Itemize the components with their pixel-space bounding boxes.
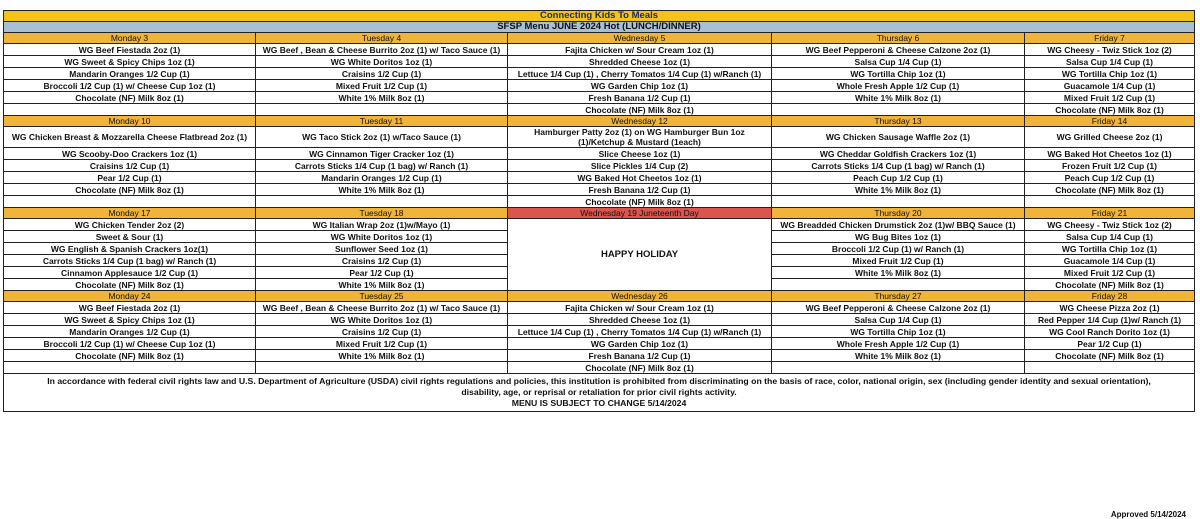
day-header: Wednesday 26 <box>508 291 772 302</box>
menu-item: Mixed Fruit 1/2 Cup (1) <box>256 338 508 350</box>
menu-item: Frozen Fruit 1/2 Cup (1) <box>1025 160 1195 172</box>
menu-item: Craisins 1/2 Cup (1) <box>256 68 508 80</box>
menu-row <box>4 44 1195 56</box>
menu-item <box>256 196 508 208</box>
menu-item: Chocolate (NF) Milk 8oz (1) <box>508 104 772 116</box>
day-header-row <box>4 291 1195 302</box>
menu-item <box>772 196 1025 208</box>
menu-item: WG Cheddar Goldfish Crackers 1oz (1) <box>772 148 1025 160</box>
menu-item: Salsa Cup 1/4 Cup (1) <box>1025 231 1195 243</box>
menu-item: White 1% Milk 8oz (1) <box>256 279 508 291</box>
menu-item: WG Tortilla Chip 1oz (1) <box>772 68 1025 80</box>
menu-change-notice: MENU IS SUBJECT TO CHANGE 5/14/2024 <box>511 398 687 408</box>
menu-item <box>772 104 1025 116</box>
menu-item: Whole Fresh Apple 1/2 Cup (1) <box>772 338 1025 350</box>
menu-row <box>4 80 1195 92</box>
day-header: Thursday 6 <box>772 33 1025 44</box>
menu-item: Mixed Fruit 1/2 Cup (1) <box>1025 92 1195 104</box>
menu-item: Pear 1/2 Cup (1) <box>1025 338 1195 350</box>
menu-row <box>4 92 1195 104</box>
menu-item: Chocolate (NF) Milk 8oz (1) <box>1025 350 1195 362</box>
menu-item: Chocolate (NF) Milk 8oz (1) <box>4 92 256 104</box>
footer-notice <box>4 374 1195 412</box>
menu-item <box>1025 196 1195 208</box>
menu-item: WG Chicken Sausage Waffle 2oz (1) <box>772 127 1025 148</box>
menu-item: Fresh Banana 1/2 Cup (1) <box>508 350 772 362</box>
menu-item: Fresh Banana 1/2 Cup (1) <box>508 184 772 196</box>
menu-row <box>4 56 1195 68</box>
menu-item: White 1% Milk 8oz (1) <box>772 350 1025 362</box>
menu-item: Sunflower Seed 1oz (1) <box>256 243 508 255</box>
menu-item: WG Cheesy - Twiz Stick 1oz (2) <box>1025 44 1195 56</box>
menu-item: Craisins 1/2 Cup (1) <box>4 160 256 172</box>
menu-item: Salsa Cup 1/4 Cup (1) <box>772 56 1025 68</box>
menu-item: WG Baked Hot Cheetos 1oz (1) <box>508 172 772 184</box>
menu-item: WG Garden Chip 1oz (1) <box>508 80 772 92</box>
menu-sheet <box>3 10 1194 412</box>
day-header: Friday 7 <box>1025 33 1195 44</box>
day-header: Tuesday 4 <box>256 33 508 44</box>
menu-item <box>772 279 1025 291</box>
menu-item: WG Sweet & Spicy Chips 1oz (1) <box>4 56 256 68</box>
menu-row <box>4 127 1195 148</box>
menu-item: Slice Cheese 1oz (1) <box>508 148 772 160</box>
menu-item: Cinnamon Applesauce 1/2 Cup (1) <box>4 267 256 279</box>
holiday-message: HAPPY HOLIDAY <box>508 219 772 291</box>
menu-item: WG Grilled Cheese 2oz (1) <box>1025 127 1195 148</box>
menu-item: WG Tortilla Chip 1oz (1) <box>1025 68 1195 80</box>
menu-item: Carrots Sticks 1/4 Cup (1 bag) w/ Ranch (1) <box>4 255 256 267</box>
menu-item: WG English & Spanish Crackers 1oz(1) <box>4 243 256 255</box>
menu-item <box>1025 362 1195 374</box>
menu-row <box>4 350 1195 362</box>
menu-item: WG Beef , Bean & Cheese Burrito 2oz (1) w/ Taco Sauce (1) <box>256 302 508 314</box>
menu-item: White 1% Milk 8oz (1) <box>256 350 508 362</box>
menu-item: Slice Pickles 1/4 Cup (2) <box>508 160 772 172</box>
menu-table <box>3 10 1195 412</box>
day-header: Wednesday 5 <box>508 33 772 44</box>
menu-item: WG Baked Hot Cheetos 1oz (1) <box>1025 148 1195 160</box>
menu-item <box>4 104 256 116</box>
menu-item: Broccoli 1/2 Cup (1) w/ Cheese Cup 1oz (1) <box>4 80 256 92</box>
menu-item: Mandarin Oranges 1/2 Cup (1) <box>256 172 508 184</box>
menu-item: Craisins 1/2 Cup (1) <box>256 255 508 267</box>
menu-row <box>4 219 1195 231</box>
menu-item: Mixed Fruit 1/2 Cup (1) <box>256 80 508 92</box>
menu-item: WG Bug Bites 1oz (1) <box>772 231 1025 243</box>
menu-row <box>4 338 1195 350</box>
menu-item: WG Tortilla Chip 1oz (1) <box>772 326 1025 338</box>
menu-item: Craisins 1/2 Cup (1) <box>256 326 508 338</box>
menu-item: Lettuce 1/4 Cup (1) , Cherry Tomatos 1/4 Cup (1) w/Ranch (1) <box>508 326 772 338</box>
menu-item: WG Garden Chip 1oz (1) <box>508 338 772 350</box>
day-header: Monday 17 <box>4 208 256 219</box>
menu-item: WG Beef , Bean & Cheese Burrito 2oz (1) w/ Taco Sauce (1) <box>256 44 508 56</box>
day-header-row <box>4 33 1195 44</box>
menu-row <box>4 314 1195 326</box>
menu-item: WG Sweet & Spicy Chips 1oz (1) <box>4 314 256 326</box>
menu-item: WG Cool Ranch Dorito 1oz (1) <box>1025 326 1195 338</box>
menu-row <box>4 68 1195 80</box>
menu-row <box>4 196 1195 208</box>
menu-row <box>4 148 1195 160</box>
day-header: Wednesday 19 Juneteenth Day <box>508 208 772 219</box>
menu-row <box>4 326 1195 338</box>
menu-item: Lettuce 1/4 Cup (1) , Cherry Tomatos 1/4 Cup (1) w/Ranch (1) <box>508 68 772 80</box>
menu-item: Mixed Fruit 1/2 Cup (1) <box>1025 267 1195 279</box>
menu-item: WG White Doritos 1oz (1) <box>256 314 508 326</box>
menu-item <box>4 362 256 374</box>
day-header: Monday 10 <box>4 116 256 127</box>
menu-item: Salsa Cup 1/4 Cup (1) <box>1025 56 1195 68</box>
day-header: Monday 24 <box>4 291 256 302</box>
menu-item: Mandarin Oranges 1/2 Cup (1) <box>4 68 256 80</box>
menu-item: WG Cheese Pizza 2oz (1) <box>1025 302 1195 314</box>
menu-item: White 1% Milk 8oz (1) <box>772 184 1025 196</box>
menu-item: Pear 1/2 Cup (1) <box>256 267 508 279</box>
menu-item <box>4 196 256 208</box>
day-header: Tuesday 18 <box>256 208 508 219</box>
menu-item: WG White Doritos 1oz (1) <box>256 56 508 68</box>
day-header-row <box>4 116 1195 127</box>
menu-item: WG Taco Stick 2oz (1) w/Taco Sauce (1) <box>256 127 508 148</box>
day-header: Tuesday 11 <box>256 116 508 127</box>
menu-item <box>772 362 1025 374</box>
menu-item: Chocolate (NF) Milk 8oz (1) <box>508 196 772 208</box>
menu-item: Guacamole 1/4 Cup (1) <box>1025 80 1195 92</box>
menu-row <box>4 160 1195 172</box>
menu-item: WG Tortilla Chip 1oz (1) <box>1025 243 1195 255</box>
menu-item: WG Chicken Tender 2oz (2) <box>4 219 256 231</box>
day-header: Friday 14 <box>1025 116 1195 127</box>
menu-item: Broccoli 1/2 Cup (1) w/ Cheese Cup 1oz (1) <box>4 338 256 350</box>
day-header: Thursday 27 <box>772 291 1025 302</box>
menu-item: Peach Cup 1/2 Cup (1) <box>772 172 1025 184</box>
day-header: Friday 21 <box>1025 208 1195 219</box>
menu-item: Sweet & Sour (1) <box>4 231 256 243</box>
menu-row <box>4 104 1195 116</box>
menu-item: White 1% Milk 8oz (1) <box>256 184 508 196</box>
menu-item: WG Cinnamon Tiger Cracker 1oz (1) <box>256 148 508 160</box>
menu-item: WG Beef Pepperoni & Cheese Calzone 2oz (1) <box>772 302 1025 314</box>
day-header: Friday 28 <box>1025 291 1195 302</box>
menu-item: WG Cheesy - Twiz Stick 1oz (2) <box>1025 219 1195 231</box>
menu-item: Mixed Fruit 1/2 Cup (1) <box>772 255 1025 267</box>
menu-item: Salsa Cup 1/4 Cup (1) <box>772 314 1025 326</box>
menu-title: Connecting Kids To Meals <box>4 11 1195 22</box>
menu-item: WG Chicken Breast & Mozzarella Cheese Flatbread 2oz (1) <box>4 127 256 148</box>
day-header: Tuesday 25 <box>256 291 508 302</box>
menu-item: White 1% Milk 8oz (1) <box>772 267 1025 279</box>
menu-item: Chocolate (NF) Milk 8oz (1) <box>4 350 256 362</box>
menu-item: WG Beef Fiestada 2oz (1) <box>4 44 256 56</box>
menu-item: WG Italian Wrap 2oz (1)w/Mayo (1) <box>256 219 508 231</box>
menu-item: Chocolate (NF) Milk 8oz (1) <box>4 184 256 196</box>
menu-item: WG White Doritos 1oz (1) <box>256 231 508 243</box>
menu-item: Carrots Sticks 1/4 Cup (1 bag) w/ Ranch (1) <box>256 160 508 172</box>
menu-item: Chocolate (NF) Milk 8oz (1) <box>508 362 772 374</box>
menu-item: Hamburger Patty 2oz (1) on WG Hamburger Bun 1oz (1)/Ketchup & Mustard (1each) <box>508 127 772 148</box>
menu-row <box>4 302 1195 314</box>
day-header: Monday 3 <box>4 33 256 44</box>
day-header: Thursday 13 <box>772 116 1025 127</box>
menu-row <box>4 184 1195 196</box>
menu-item <box>256 104 508 116</box>
menu-item: Guacamole 1/4 Cup (1) <box>1025 255 1195 267</box>
menu-item: Chocolate (NF) Milk 8oz (1) <box>1025 104 1195 116</box>
day-header: Wednesday 12 <box>508 116 772 127</box>
menu-item: Red Pepper 1/4 Cup (1)w/ Ranch (1) <box>1025 314 1195 326</box>
menu-item: Whole Fresh Apple 1/2 Cup (1) <box>772 80 1025 92</box>
menu-item <box>256 362 508 374</box>
menu-item: White 1% Milk 8oz (1) <box>256 92 508 104</box>
menu-item: Fajita Chicken w/ Sour Cream 1oz (1) <box>508 44 772 56</box>
menu-item: Fresh Banana 1/2 Cup (1) <box>508 92 772 104</box>
menu-item: Fajita Chicken w/ Sour Cream 1oz (1) <box>508 302 772 314</box>
menu-item: Mandarin Oranges 1/2 Cup (1) <box>4 326 256 338</box>
menu-item: Pear 1/2 Cup (1) <box>4 172 256 184</box>
menu-item: Broccoli 1/2 Cup (1) w/ Ranch (1) <box>772 243 1025 255</box>
menu-item: Shredded Cheese 1oz (1) <box>508 56 772 68</box>
civil-rights-statement: In accordance with federal civil rights law and U.S. Department of Agriculture (USDA) civil rights regulations and policies, this institution is prohibited from discriminating on the basis of race, color, national origin, sex (including gender identity and sexual orientation), disability, age, or reprisal or retaliation for prior civil rights activity. <box>47 376 1151 397</box>
day-header-row <box>4 208 1195 219</box>
menu-item: Chocolate (NF) Milk 8oz (1) <box>1025 184 1195 196</box>
menu-item: Shredded Cheese 1oz (1) <box>508 314 772 326</box>
menu-item: White 1% Milk 8oz (1) <box>772 92 1025 104</box>
menu-item: Chocolate (NF) Milk 8oz (1) <box>4 279 256 291</box>
menu-item: Peach Cup 1/2 Cup (1) <box>1025 172 1195 184</box>
menu-row <box>4 172 1195 184</box>
menu-item: Carrots Sticks 1/4 Cup (1 bag) w/ Ranch (1) <box>772 160 1025 172</box>
menu-item: WG Breadded Chicken Drumstick 2oz (1)w/ BBQ Sauce (1) <box>772 219 1025 231</box>
approved-stamp: Approved 5/14/2024 <box>1110 510 1186 519</box>
menu-item: Chocolate (NF) Milk 8oz (1) <box>1025 279 1195 291</box>
menu-item: WG Scooby-Doo Crackers 1oz (1) <box>4 148 256 160</box>
day-header: Thursday 20 <box>772 208 1025 219</box>
menu-subtitle: SFSP Menu JUNE 2024 Hot (LUNCH/DINNER) <box>4 22 1195 33</box>
menu-item: WG Beef Fiestada 2oz (1) <box>4 302 256 314</box>
menu-row <box>4 362 1195 374</box>
menu-item: WG Beef Pepperoni & Cheese Calzone 2oz (1) <box>772 44 1025 56</box>
